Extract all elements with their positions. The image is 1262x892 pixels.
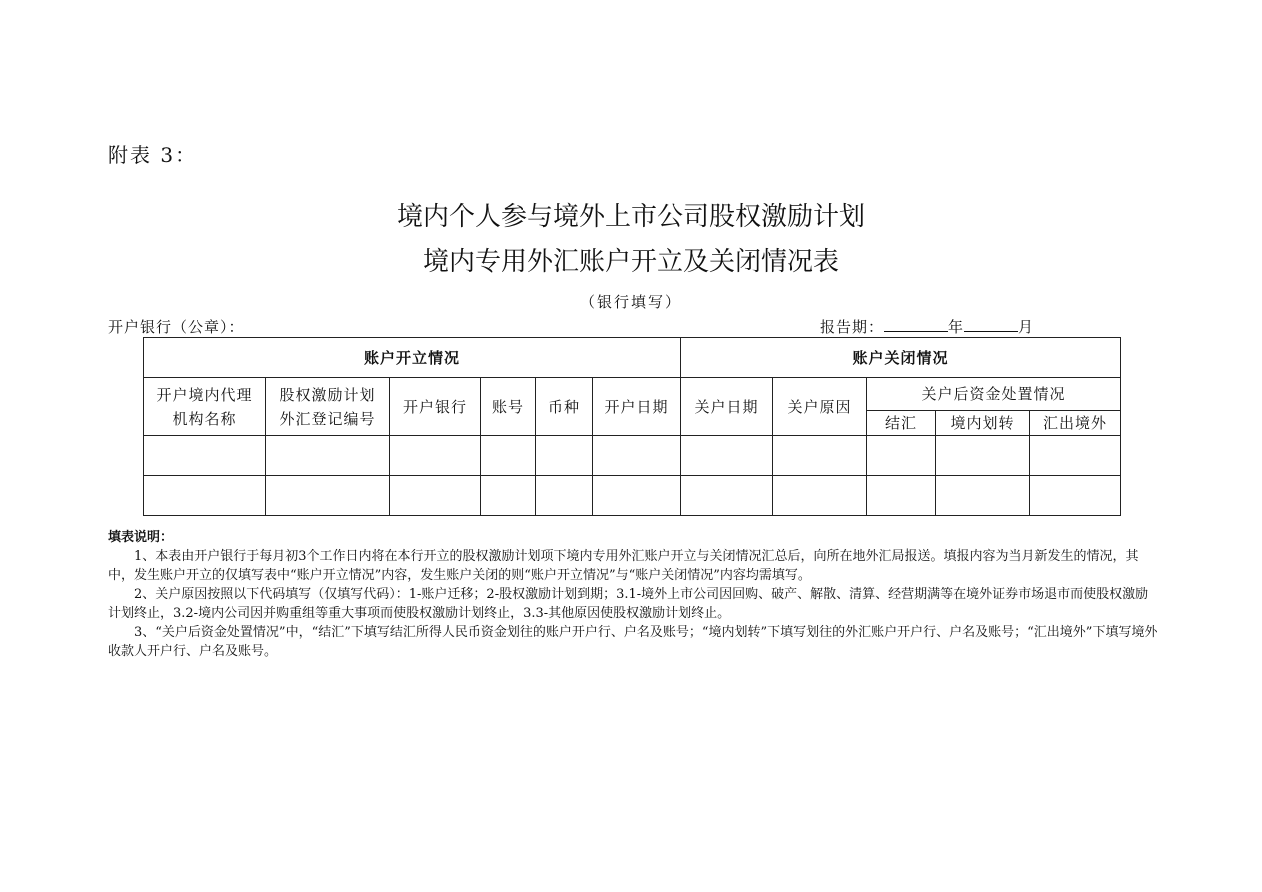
cell[interactable] xyxy=(266,476,390,516)
group-close-header: 账户关闭情况 xyxy=(681,338,1121,378)
cell[interactable] xyxy=(536,476,593,516)
col-settlement: 结汇 xyxy=(867,411,936,436)
cell[interactable] xyxy=(266,436,390,476)
table-row xyxy=(144,476,1121,516)
bank-seal-label: 开户银行（公章）： xyxy=(108,318,245,336)
title-line-2: 境内专用外汇账户开立及关闭情况表 xyxy=(422,247,839,277)
col-open-date: 开户日期 xyxy=(593,378,681,436)
instructions xyxy=(108,528,1158,661)
cell[interactable] xyxy=(481,476,536,516)
col-account: 账号 xyxy=(481,378,536,436)
instruction-item: 2、关户原因按照以下代码填写（仅填写代码）：1-账户迁移；2-股权激励计划到期；3.1-境外上市公司因回购、破产、解散、清算、经营期满等在境外证券市场退市而使股权激励计划终止，3.2-境内公司因并购重组等重大事项而使股权激励计划终止，3.3-其他原因使股权激励计划终止。 xyxy=(108,587,1149,621)
cell[interactable] xyxy=(936,476,1030,516)
month-label: 月 xyxy=(1018,318,1035,336)
cell[interactable] xyxy=(681,436,773,476)
cell[interactable] xyxy=(1030,476,1121,516)
col-currency: 币种 xyxy=(536,378,593,436)
cell[interactable] xyxy=(1030,436,1121,476)
col-domestic-transfer: 境内划转 xyxy=(936,411,1030,436)
period-label: 报告期： xyxy=(820,318,885,336)
cell[interactable] xyxy=(390,436,481,476)
cell[interactable] xyxy=(867,476,936,516)
cell[interactable] xyxy=(773,436,867,476)
cell[interactable] xyxy=(593,476,681,516)
col-registration: 股权激励计划外汇登记编号 xyxy=(266,378,390,436)
cell[interactable] xyxy=(867,436,936,476)
cell[interactable] xyxy=(144,476,266,516)
cell[interactable] xyxy=(390,476,481,516)
year-blank[interactable] xyxy=(884,317,948,332)
col-funds-disposal: 关户后资金处置情况 xyxy=(867,378,1121,411)
col-remit-abroad: 汇出境外 xyxy=(1030,411,1121,436)
group-open-header: 账户开立情况 xyxy=(144,338,681,378)
col-agency: 开户境内代理机构名称 xyxy=(144,378,266,436)
table-row xyxy=(144,436,1121,476)
cell[interactable] xyxy=(144,436,266,476)
instruction-item: 1、本表由开户银行于每月初3个工作日内将在本行开立的股权激励计划项下境内专用外汇账户开立与关闭情况汇总后，向所在地外汇局报送。填报内容为当月新发生的情况，其中，发生账户开立的仅填写表中“账户开立情况”内容，发生账户关闭的则“账户开立情况”与“账户关闭情况”内容均需填写。 xyxy=(108,549,1139,583)
month-blank[interactable] xyxy=(964,317,1018,332)
col-close-date: 关户日期 xyxy=(681,378,773,436)
subtitle: （银行填写） xyxy=(579,293,682,311)
account-table xyxy=(143,337,1121,516)
cell[interactable] xyxy=(936,436,1030,476)
report-period xyxy=(820,316,1034,337)
year-label: 年 xyxy=(948,318,965,336)
col-close-reason: 关户原因 xyxy=(773,378,867,436)
cell[interactable] xyxy=(773,476,867,516)
cell[interactable] xyxy=(481,436,536,476)
cell[interactable] xyxy=(681,476,773,516)
instructions-heading: 填表说明： xyxy=(108,530,174,545)
title-line-1: 境内个人参与境外上市公司股权激励计划 xyxy=(396,202,865,232)
cell[interactable] xyxy=(536,436,593,476)
cell[interactable] xyxy=(593,436,681,476)
appendix-label: 附表 3： xyxy=(108,143,198,167)
col-bank: 开户银行 xyxy=(390,378,481,436)
instruction-item: 3、“关户后资金处置情况”中，“结汇”下填写结汇所得人民币资金划往的账户开户行、户名及账号；“境内划转”下填写划往的外汇账户开户行、户名及账号；“汇出境外”下填写境外收款人开户行、户名及账号。 xyxy=(108,625,1158,659)
